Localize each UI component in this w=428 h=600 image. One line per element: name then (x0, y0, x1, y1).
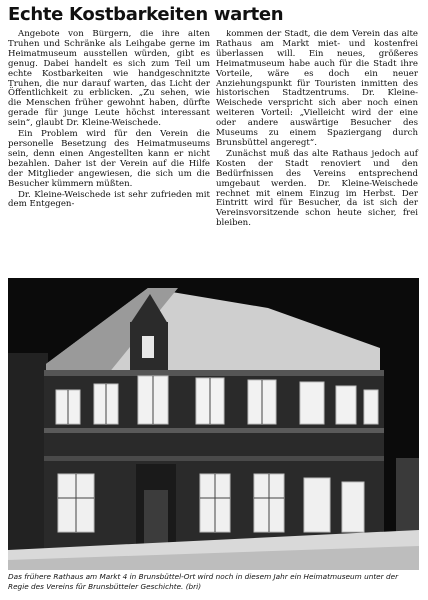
paragraph: Dr. Kleine-Weischede ist sehr zufrieden mit dem Entgegen- (8, 189, 210, 210)
article-headline: Echte Kostbarkeiten warten (8, 4, 284, 25)
left-column (8, 30, 210, 211)
paragraph: Ein Problem wird für den Verein die personelle Besetzung des Heimatmuseums sein, denn einen Angestellten kann er nicht bezahlen. Daher ist der Verein auf die Hilfe der Mitglieder angewiesen, die sich um die Besucher kümmern müßten. (8, 129, 210, 189)
paragraph: kommen der Stadt, die dem Verein das alte Rathaus am Markt miet- und kostenfrei überlassen will. Ein neues, größeres Heimatmuseum habe auch für die Stadt ihre Vorteile, wäre es doch ein neuer Anziehungspunkt für Touristen inmitten des historischen Stadtzentrums. Dr. Kleine-Weischede verspricht sich aber noch einen weiteren Vorteil: „Vielleicht wird der eine oder andere auswärtige Besucher des Museums zu einem Spaziergang durch Brunsbüttel angeregt“. (216, 30, 418, 148)
paragraph: Angebote von Bürgern, die ihre alten Truhen und Schränke als Leihgabe gerne im Heimatmuseum ausstellen würden, gibt es genug. Dabei handelt es sich zum Teil um echte Kostbarkeiten wie handgeschnitzte Truhen, die nur darauf warten, das Licht der Öffentlichkeit zu erblicken. „Zu sehen, wie die Menschen früher gewohnt haben, dürfte gerade für junge Leute höchst interessant sein“, glaubt Dr. Kleine-Weischede. (8, 30, 210, 129)
paragraph: Zunächst muß das alte Rathaus jedoch auf Kosten der Stadt renoviert und den Bedürfnissen des Vereins entsprechend umgebaut werden. Dr. Kleine-Weischede rechnet mit einem Einzug im Herbst. Der Eintritt wird für Besucher, da ist sich der Vereinsvorsitzende schon heute sicher, frei bleiben. (216, 148, 418, 229)
town-hall-photo (8, 278, 419, 570)
photo-caption: Das frühere Rathaus am Markt 4 in Brunsbüttel-Ort wird noch in diesem Jahr ein Heimatmuseum unter der Regie des Vereins für Brunsbütteler Geschichte. (bri) (8, 572, 399, 591)
right-column (216, 30, 418, 230)
